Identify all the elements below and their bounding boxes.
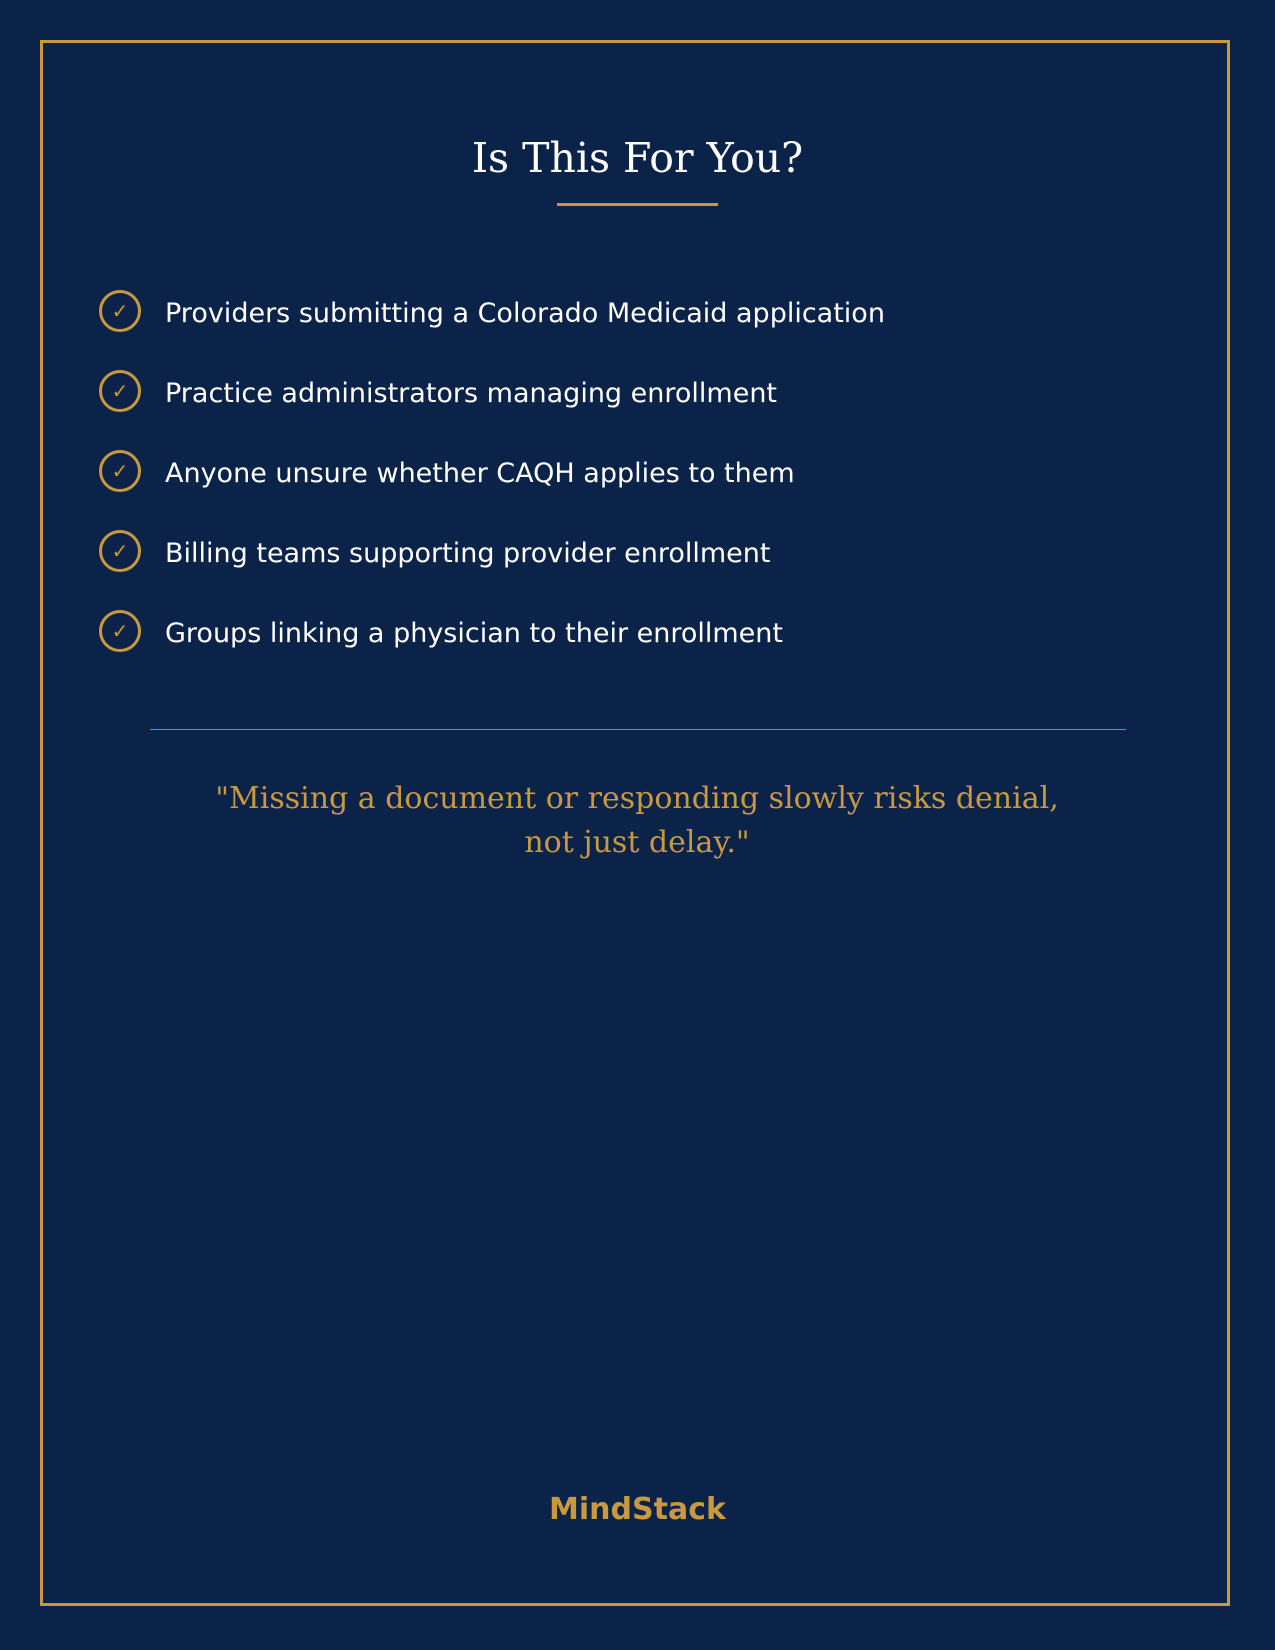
section-divider <box>150 729 1126 730</box>
check-circle-icon: ✓ <box>99 370 141 412</box>
checklist-item-text: Anyone unsure whether CAQH applies to them <box>165 458 795 489</box>
checklist-item-text: Groups linking a physician to their enrollment <box>165 618 783 649</box>
title-underline <box>557 203 718 206</box>
pull-quote-line-1: "Missing a document or responding slowly risks denial, <box>215 781 1059 816</box>
brand-wordmark: MindStack <box>549 1492 726 1527</box>
check-circle-icon: ✓ <box>99 450 141 492</box>
checklist-item-text: Practice administrators managing enrollment <box>165 378 778 409</box>
check-circle-icon: ✓ <box>99 610 141 652</box>
pull-quote-line-2: not just delay." <box>524 825 750 860</box>
checklist-item-text: Providers submitting a Colorado Medicaid application <box>165 298 885 329</box>
page-title: Is This For You? <box>471 134 804 182</box>
check-circle-icon: ✓ <box>99 530 141 572</box>
pull-quote <box>187 777 1087 865</box>
check-circle-icon: ✓ <box>99 290 141 332</box>
checklist-item-text: Billing teams supporting provider enrollment <box>165 538 771 569</box>
